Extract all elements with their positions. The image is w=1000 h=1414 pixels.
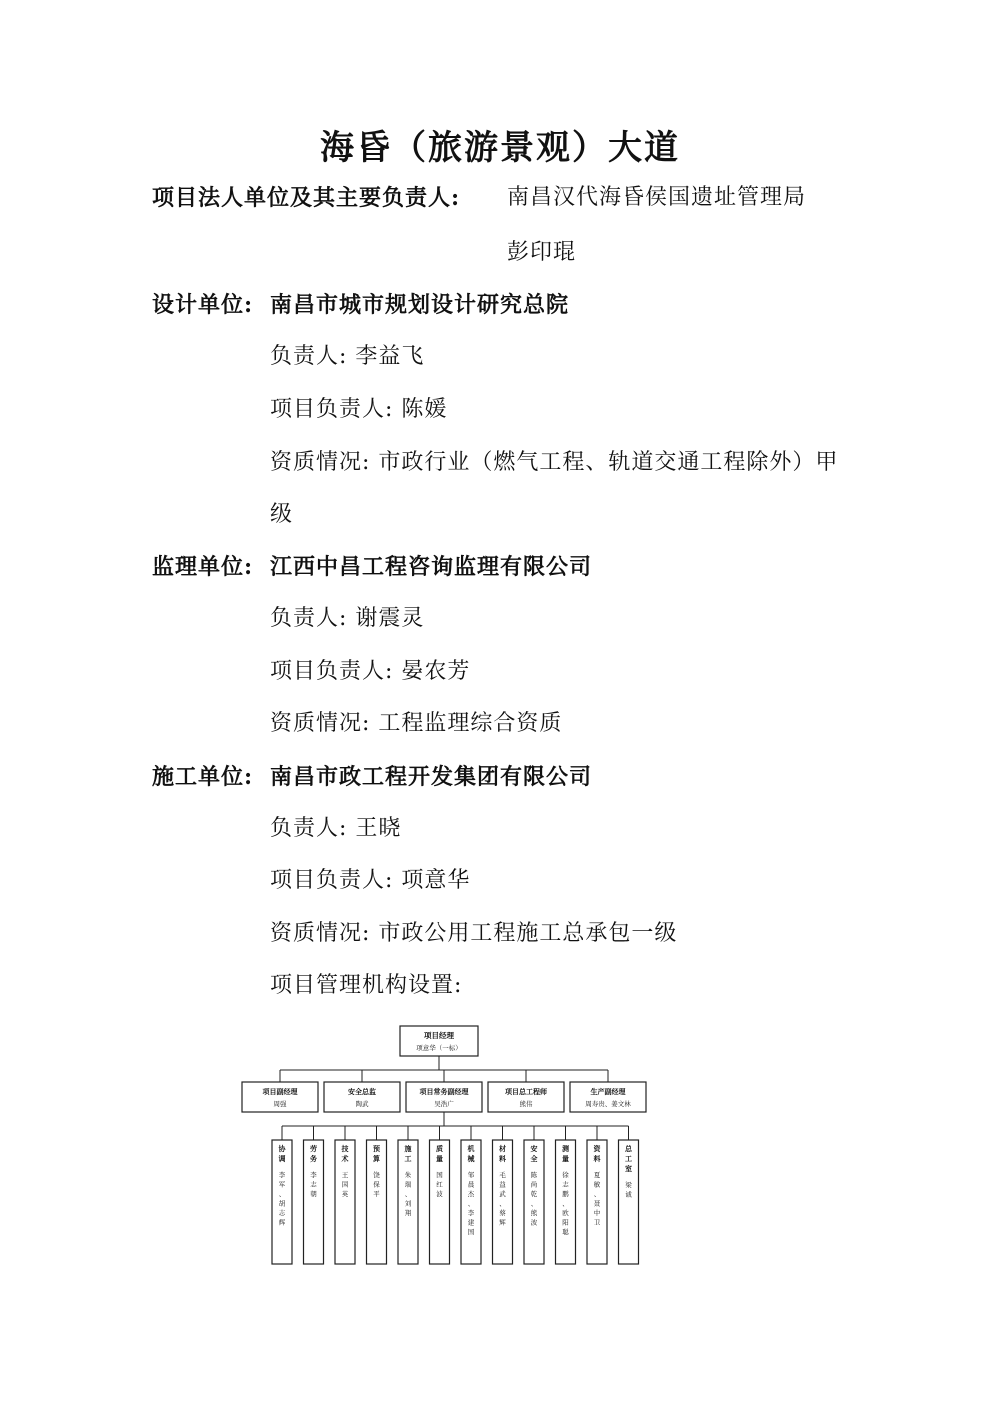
department-name-char: 徐 [562, 1171, 569, 1179]
department-name-char: 尚 [530, 1180, 538, 1189]
department-name-char: 辉 [278, 1218, 286, 1227]
department-name-char: 、 [530, 1199, 538, 1208]
department-name-char: 卫 [593, 1218, 601, 1227]
department-name-char: 刘 [404, 1199, 412, 1208]
owner-person: 彭印琨 [507, 240, 577, 265]
department-title-char: 材 [499, 1145, 506, 1153]
department-title-char: 技 [341, 1145, 349, 1153]
department-name-char: 、 [278, 1190, 286, 1198]
department-title-char: 械 [467, 1155, 475, 1163]
construction-pm: 项目负责人: 项意华 [270, 868, 471, 893]
department-name-char: 、 [593, 1190, 601, 1198]
department-name-char: 饶 [373, 1171, 380, 1179]
department-name-char: 梁 [625, 1181, 632, 1189]
manager-title: 安全总监 [348, 1088, 376, 1096]
department-name-char: 建 [467, 1218, 475, 1227]
supervision-qualification: 资质情况: 工程监理综合资质 [270, 711, 563, 736]
department-name-char: 熊 [530, 1209, 538, 1217]
design-pm: 项目负责人: 陈媛 [270, 397, 448, 422]
department-title-char: 安 [530, 1145, 538, 1153]
department-title-char: 总 [625, 1145, 632, 1153]
department-name-char: 邹 [467, 1171, 475, 1179]
department-title-char: 测 [562, 1145, 569, 1153]
design-qualification-cont: 级 [270, 502, 294, 527]
department-name-char: 、 [499, 1199, 506, 1208]
department-name-char: 瑞 [404, 1180, 412, 1189]
manager-title: 项目总工程师 [505, 1088, 547, 1096]
department-name-char: 志 [562, 1180, 569, 1189]
construction-label: 施工单位: [152, 764, 254, 790]
org-top-name: 项意华（一标） [416, 1044, 462, 1052]
department-title-char: 工 [404, 1155, 412, 1163]
department-title-char: 料 [593, 1155, 601, 1163]
construction-org: 南昌市政工程开发集团有限公司 [270, 764, 593, 790]
department-name-char: 国 [436, 1171, 443, 1179]
department-name-char: 聂 [593, 1199, 601, 1208]
department-name-char: 志 [310, 1180, 317, 1189]
department-title-char: 算 [373, 1155, 380, 1163]
department-name-char: 蔡 [499, 1209, 506, 1217]
supervision-pm: 项目负责人: 晏农芳 [270, 659, 471, 684]
department-title-char: 劳 [310, 1145, 317, 1153]
department-name-char: 志 [278, 1209, 286, 1217]
department-name-char: 李 [467, 1209, 475, 1217]
department-name-char: 、 [562, 1199, 569, 1208]
department-name-char: 朝 [310, 1190, 317, 1198]
supervision-lead: 负责人: 谢震灵 [270, 606, 425, 631]
department-title-char: 工 [625, 1155, 632, 1163]
department-name-char: 李 [310, 1171, 317, 1179]
department-name-char: 鹏 [562, 1190, 569, 1198]
construction-lead: 负责人: 王晓 [270, 816, 402, 841]
department-name-char: 乾 [530, 1190, 538, 1198]
manager-title: 生产副经理 [590, 1088, 626, 1096]
manager-name: 熊伟 [519, 1100, 533, 1108]
org-top-title: 项目经理 [424, 1031, 454, 1040]
manager-name: 周寿贵、姜文林 [585, 1100, 631, 1108]
department-name-char: 阳 [562, 1218, 569, 1227]
design-lead: 负责人: 李益飞 [270, 344, 425, 369]
department-name-char: 益 [499, 1180, 506, 1189]
department-name-char: 毛 [499, 1171, 506, 1179]
manager-name: 陶武 [355, 1100, 369, 1108]
department-title-char: 调 [278, 1155, 286, 1163]
department-name-char: 军 [278, 1180, 286, 1189]
supervision-org: 江西中昌工程咨询监理有限公司 [270, 554, 593, 580]
owner-org: 南昌汉代海昏侯国遗址管理局 [507, 185, 807, 210]
department-name-char: 胡 [278, 1199, 286, 1208]
department-name-char: 红 [436, 1180, 443, 1189]
department-name-char: 朱 [404, 1171, 412, 1179]
construction-qualification: 资质情况: 市政公用工程施工总承包一级 [270, 921, 678, 946]
department-name-char: 欧 [562, 1209, 569, 1217]
management-structure-label: 项目管理机构设置: [270, 973, 463, 998]
department-title-char: 量 [562, 1155, 569, 1163]
department-title-char: 术 [341, 1155, 349, 1163]
department-name-char: 国 [467, 1228, 475, 1236]
department-name-char: 诚 [625, 1190, 632, 1199]
department-title-char: 预 [373, 1145, 380, 1153]
department-name-char: 平 [373, 1190, 380, 1198]
department-name-char: 武 [499, 1190, 506, 1198]
department-title-char: 资 [593, 1145, 601, 1153]
department-title-char: 施 [404, 1145, 412, 1153]
org-chart [230, 1018, 660, 1273]
department-title-char: 务 [310, 1155, 317, 1163]
manager-name: 吴浩广 [434, 1100, 454, 1108]
department-name-char: 国 [341, 1180, 349, 1189]
manager-title: 项目副经理 [262, 1088, 298, 1096]
department-title-char: 量 [436, 1155, 443, 1163]
department-name-char: 李 [278, 1171, 286, 1179]
department-name-char: 聪 [562, 1228, 569, 1236]
department-title-char: 协 [278, 1145, 286, 1153]
design-org: 南昌市城市规划设计研究总院 [270, 292, 570, 318]
design-qualification: 资质情况: 市政行业（燃气工程、轨道交通工程除外）甲 [270, 450, 839, 475]
manager-title: 项目常务副经理 [419, 1088, 469, 1096]
design-label: 设计单位: [152, 292, 254, 318]
department-name-char: 辉 [499, 1218, 506, 1227]
department-name-char: 杰 [467, 1190, 475, 1198]
manager-name: 周强 [273, 1100, 287, 1108]
department-title-char: 机 [467, 1145, 475, 1153]
department-title-char: 料 [499, 1155, 506, 1163]
supervision-label: 监理单位: [152, 554, 254, 580]
owner-label: 项目法人单位及其主要负责人: [152, 185, 461, 211]
department-name-char: 波 [530, 1218, 538, 1227]
department-name-char: 夏 [593, 1171, 601, 1179]
department-name-char: 、 [467, 1199, 475, 1208]
department-name-char: 保 [373, 1180, 380, 1189]
department-name-char: 翔 [404, 1209, 412, 1217]
department-name-char: 敏 [593, 1180, 601, 1189]
department-name-char: 王 [341, 1171, 349, 1179]
department-title-char: 质 [436, 1145, 443, 1153]
department-name-char: 陈 [530, 1171, 538, 1179]
department-title-char: 全 [530, 1155, 538, 1163]
department-name-char: 波 [436, 1190, 443, 1198]
document-title: 海昏（旅游景观）大道 [320, 128, 680, 168]
department-title-char: 室 [625, 1165, 632, 1173]
department-name-char: 英 [341, 1190, 349, 1198]
department-name-char: 晨 [467, 1180, 475, 1189]
department-name-char: 、 [404, 1190, 412, 1198]
department-name-char: 中 [593, 1209, 601, 1217]
